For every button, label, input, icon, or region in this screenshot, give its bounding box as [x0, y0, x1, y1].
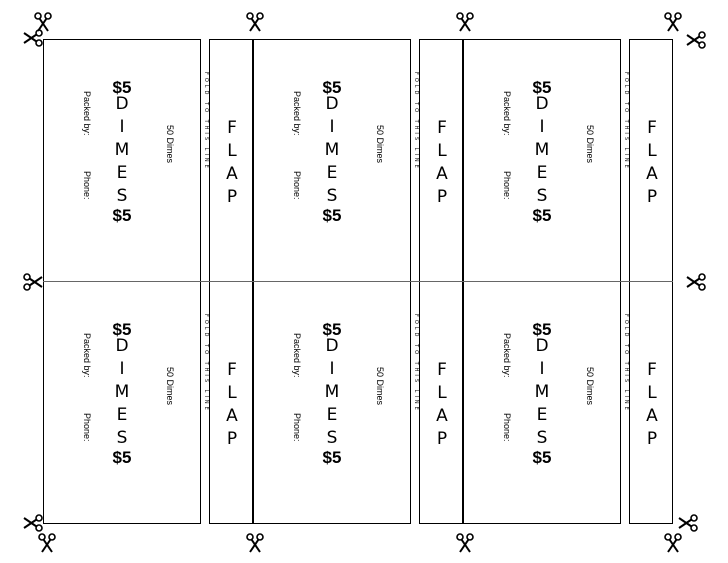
word-letter: I — [539, 359, 545, 379]
amount-top: $5 — [322, 320, 342, 339]
flap-letter: F — [227, 360, 237, 380]
word-letter: M — [324, 382, 340, 402]
count-label: 50 Dimes — [165, 125, 175, 164]
fold-line-text: FOLD TO THIS LINE — [203, 314, 209, 413]
scissors-icon — [455, 12, 475, 32]
scissors-icon — [455, 533, 475, 553]
word-letter: S — [116, 428, 128, 448]
flap-letter: L — [437, 141, 447, 161]
flap-letter: F — [647, 360, 657, 380]
word-letter: I — [539, 117, 545, 137]
phone-label: Phone: — [82, 413, 92, 442]
flap-letter: P — [226, 429, 238, 449]
flap-letter: L — [647, 141, 657, 161]
count-label: 50 Dimes — [585, 125, 595, 164]
word-letter: E — [116, 163, 128, 183]
fold-line-text: FOLD TO THIS LINE — [413, 72, 419, 171]
fold-line-text: FOLD TO THIS LINE — [413, 314, 419, 413]
word-letter: D — [115, 336, 129, 356]
flap-letter: L — [437, 383, 447, 403]
flap-letter: A — [436, 406, 448, 426]
amount-top: $5 — [532, 320, 552, 339]
fold-line-text: FOLD TO THIS LINE — [623, 314, 629, 413]
word-letter: I — [119, 359, 125, 379]
word-letter: E — [536, 405, 548, 425]
flap-letter: F — [647, 118, 657, 138]
flap-letter: P — [646, 429, 658, 449]
amount-bottom: $5 — [322, 448, 342, 467]
word-letter: M — [324, 140, 340, 160]
flap-letter: F — [437, 360, 447, 380]
word-letter: S — [536, 186, 548, 206]
row-divider — [253, 281, 463, 282]
phone-label: Phone: — [502, 171, 512, 200]
scissors-icon — [23, 513, 43, 533]
amount-bottom: $5 — [112, 448, 132, 467]
word-letter: D — [535, 336, 549, 356]
amount-bottom: $5 — [532, 206, 552, 225]
word-letter: M — [114, 140, 130, 160]
word-letter: S — [326, 428, 338, 448]
flap-letter: F — [227, 118, 237, 138]
packed-by-label: Packed by: — [292, 333, 302, 378]
packed-by-label: Packed by: — [502, 333, 512, 378]
packed-by-label: Packed by: — [82, 91, 92, 136]
flap-letter: L — [227, 141, 237, 161]
scissors-icon — [23, 28, 43, 48]
amount-top: $5 — [112, 78, 132, 97]
flap-letter: L — [227, 383, 237, 403]
amount-bottom: $5 — [112, 206, 132, 225]
scissors-icon — [686, 30, 706, 50]
flap-letter: A — [646, 406, 658, 426]
count-label: 50 Dimes — [585, 367, 595, 406]
word-letter: E — [326, 163, 338, 183]
word-letter: S — [116, 186, 128, 206]
word-letter: E — [326, 405, 338, 425]
word-letter: M — [534, 382, 550, 402]
word-letter: E — [536, 163, 548, 183]
count-label: 50 Dimes — [375, 125, 385, 164]
flap-letter: A — [436, 164, 448, 184]
word-letter: M — [534, 140, 550, 160]
scissors-icon — [245, 12, 265, 32]
packed-by-label: Packed by: — [502, 91, 512, 136]
amount-top: $5 — [322, 78, 342, 97]
word-letter: I — [329, 117, 335, 137]
flap-letter: P — [646, 187, 658, 207]
scissors-icon — [678, 513, 698, 533]
packed-by-label: Packed by: — [82, 333, 92, 378]
flap-letter: L — [647, 383, 657, 403]
amount-top: $5 — [112, 320, 132, 339]
flap-letter: A — [646, 164, 658, 184]
word-letter: D — [115, 94, 129, 114]
fold-line-text: FOLD TO THIS LINE — [203, 72, 209, 171]
flap-letter: P — [226, 187, 238, 207]
flap-letter: A — [226, 406, 238, 426]
scissors-icon — [245, 533, 265, 553]
fold-line-text: FOLD TO THIS LINE — [623, 72, 629, 171]
scissors-icon — [23, 272, 43, 292]
word-letter: I — [329, 359, 335, 379]
amount-top: $5 — [532, 78, 552, 97]
word-letter: E — [116, 405, 128, 425]
scissors-icon — [37, 533, 57, 553]
scissors-icon — [686, 272, 706, 292]
scissors-icon — [663, 533, 683, 553]
word-letter: S — [326, 186, 338, 206]
phone-label: Phone: — [502, 413, 512, 442]
count-label: 50 Dimes — [375, 367, 385, 406]
row-divider — [43, 281, 253, 282]
amount-bottom: $5 — [532, 448, 552, 467]
word-letter: I — [119, 117, 125, 137]
flap-letter: A — [226, 164, 238, 184]
word-letter: D — [535, 94, 549, 114]
word-letter: D — [325, 336, 339, 356]
phone-label: Phone: — [292, 171, 302, 200]
scissors-icon — [663, 12, 683, 32]
count-label: 50 Dimes — [165, 367, 175, 406]
flap-letter: F — [437, 118, 447, 138]
flap-letter: P — [436, 429, 448, 449]
flap-letter: P — [436, 187, 448, 207]
phone-label: Phone: — [292, 413, 302, 442]
amount-bottom: $5 — [322, 206, 342, 225]
word-letter: D — [325, 94, 339, 114]
word-letter: S — [536, 428, 548, 448]
phone-label: Phone: — [82, 171, 92, 200]
word-letter: M — [114, 382, 130, 402]
packed-by-label: Packed by: — [292, 91, 302, 136]
row-divider — [463, 281, 673, 282]
